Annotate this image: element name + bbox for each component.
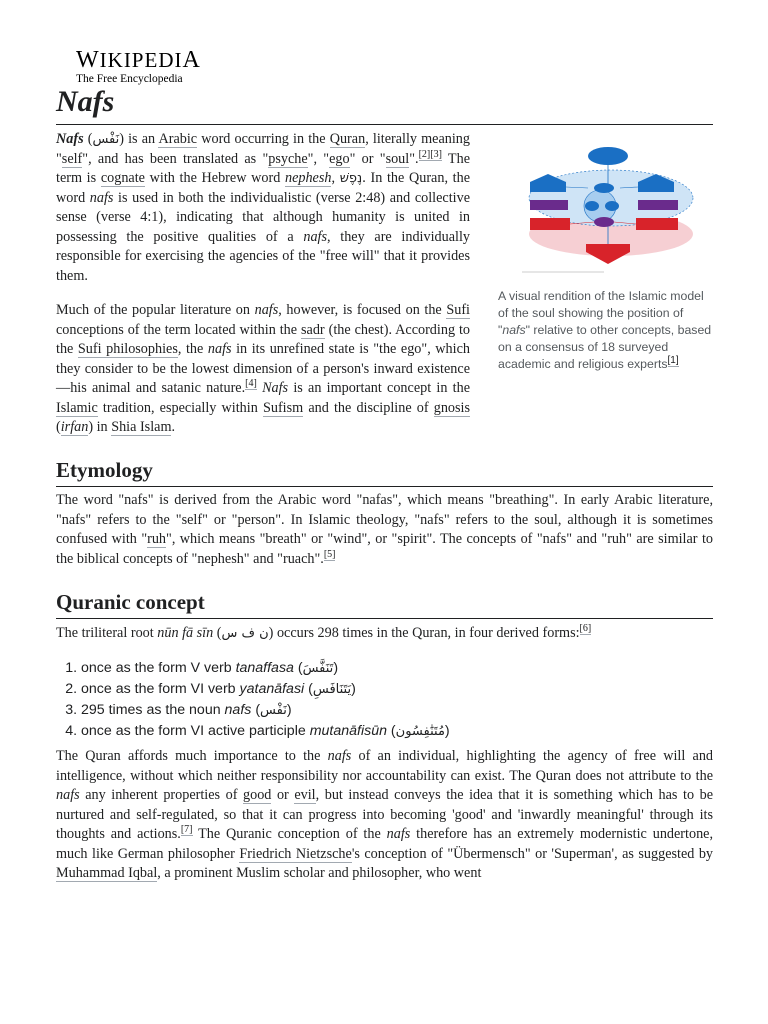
soul-model-image[interactable] <box>516 136 706 278</box>
ref-3[interactable]: [3] <box>430 148 442 160</box>
section-divider <box>56 486 713 487</box>
link-psyche[interactable]: psyche <box>268 150 308 167</box>
list-item: 2. once as the form VI verb yatanāfasi (يَتَنَافَسِ) <box>81 679 450 700</box>
ref-1[interactable]: [1] <box>667 354 679 366</box>
link-evil[interactable]: evil <box>294 787 316 803</box>
lead-paragraph: Nafs (نَفْس) is an Arabic word occurring in the Quran, literally meaning "self", and has been translated as "psyche", "ego" or "soul".[2][3] The term is cognate with the Hebrew word nephesh, נֶפֶשׁ. In the Quran, the word nafs is used in both the individualistic (verse 2:48) and collective sense (verse 4:1), indicating that although humanity is united in possessing the positive qualities of a nafs, they are individually responsible for exercising the agencies of the "free will" that it provides them. <box>56 131 470 284</box>
link-self[interactable]: self <box>61 150 83 167</box>
ref-4[interactable]: [4] <box>245 378 257 390</box>
figure-caption: A visual rendition of the Islamic model of the soul showing the position of "nafs" relative to other concepts, based on a consensus of 18 surveyed academic and religious experts[1] <box>498 289 712 371</box>
link-sufi[interactable]: Sufi <box>446 302 470 318</box>
link-nephesh[interactable]: nephesh <box>284 170 332 186</box>
heading-quranic-concept: Quranic concept <box>56 590 205 614</box>
link-iqbal[interactable]: Muhammad Iqbal <box>56 865 158 881</box>
ref-2[interactable]: [2] <box>418 148 431 160</box>
aql-node <box>605 201 619 211</box>
link-cognate[interactable]: cognate <box>100 170 145 186</box>
ref-7[interactable]: [7] <box>180 824 193 836</box>
link-sadr[interactable]: sadr <box>301 321 325 338</box>
link-ruh[interactable]: ruh <box>147 531 167 547</box>
sufi-paragraph: Much of the popular literature on nafs, however, is focused on the Sufi conceptions of the term located within the sadr (the chest). According to the Sufi philosophies, the nafs in its unrefined state is "the ego", which they consider to be the lowest dimension of a person's inward existence—his animal and satanic nature.[4] Nafs is an important concept in the Islamic tradition, especially within Sufism and the discipline of gnosis (irfan) in Shia Islam. <box>56 302 471 435</box>
title-divider <box>56 124 713 125</box>
soul-model-figure <box>498 136 712 373</box>
quranic-paragraph: The Quran affords much importance to the nafs of an individual, highlighting the agency of free will and intelligence, without which neither responsibility nor accountability can exist. The Quran does not attribute to the nafs any inherent properties of good or evil, but instead conveys the idea that it is something which has to be nurtured and self-regulated, so that it can progress into becoming 'good' and 'inwardly meaningful' through its thoughts and actions.[7] The Quranic conception of the nafs therefore has an extremely modernistic undertone, much like German philosopher Friedrich Nietzsche's conception of "Übermensch" or 'Superman', as suggested by Muhammad Iqbal, a prominent Muslim scholar and philosopher, who went <box>56 748 714 881</box>
link-quran[interactable]: Quran <box>329 131 366 147</box>
right-red-box <box>636 218 678 230</box>
hebrew-script: נֶפֶשׁ <box>339 171 363 186</box>
ref-6[interactable]: [6] <box>579 623 592 635</box>
heading-etymology: Etymology <box>56 458 153 482</box>
link-shia-islam[interactable]: Shia Islam <box>111 419 172 435</box>
top-ellipse <box>588 147 628 165</box>
ruh-node <box>594 183 614 193</box>
nafs-node <box>594 217 614 227</box>
link-good[interactable]: good <box>243 787 272 803</box>
root-intro: The triliteral root nūn fā sīn (ن ف س) occurs 298 times in the Quran, in four derived forms:[6] <box>56 623 592 641</box>
link-sufism[interactable]: Sufism <box>262 399 304 416</box>
etymology-paragraph: The word "nafs" is derived from the Arabic word "nafas", which means "breathing". In early Arabic literature, "nafs" refers to the "self" or "person". In Islamic theology, "nafs" refers to the soul, although it is sometimes confused with "ruh", which means "breath" or "wind", or "spirit". The concepts of "nafs" and "ruh" are similar to the biblical concepts of "nephesh" and "ruach".[5] <box>56 492 713 567</box>
bottom-red-shape <box>586 244 630 264</box>
link-nietzsche[interactable]: Friedrich Nietzsche <box>239 845 352 862</box>
link-islamic[interactable]: Islamic <box>56 399 98 416</box>
wikipedia-tagline: The Free Encyclopedia <box>76 73 183 85</box>
arabic-script: نَفْس <box>92 132 120 147</box>
left-red-box <box>530 218 570 230</box>
section-divider <box>56 618 713 619</box>
qalb-node <box>585 201 599 211</box>
link-gnosis[interactable]: gnosis <box>433 399 470 416</box>
link-soul[interactable]: soul <box>385 150 410 167</box>
list-item: 4. once as the form VI active participle mutanāfisūn (مُتَنَٰفِسُون) <box>81 721 450 742</box>
page-title: Nafs <box>56 85 115 118</box>
term-bold: Nafs <box>56 131 84 147</box>
wikipedia-wordmark: WIKIPEDIA <box>76 47 201 73</box>
ref-5[interactable]: [5] <box>323 548 336 560</box>
list-item: 3. 295 times as the noun nafs (نَفْس) <box>81 700 450 721</box>
link-ego[interactable]: ego <box>329 150 350 167</box>
wikipedia-logo[interactable] <box>76 47 201 86</box>
derived-forms-list <box>56 658 450 742</box>
arabic-root: ن ف س <box>221 626 269 641</box>
list-item: 1. once as the form V verb tanaffasa (تَنَفَّسَ) <box>81 658 450 679</box>
link-sufi-philosophies[interactable]: Sufi philosophies <box>77 341 178 357</box>
left-purple-box <box>530 200 568 210</box>
right-purple-box <box>638 200 678 210</box>
link-arabic[interactable]: Arabic <box>158 131 198 147</box>
link-irfan[interactable]: irfan <box>60 419 89 435</box>
